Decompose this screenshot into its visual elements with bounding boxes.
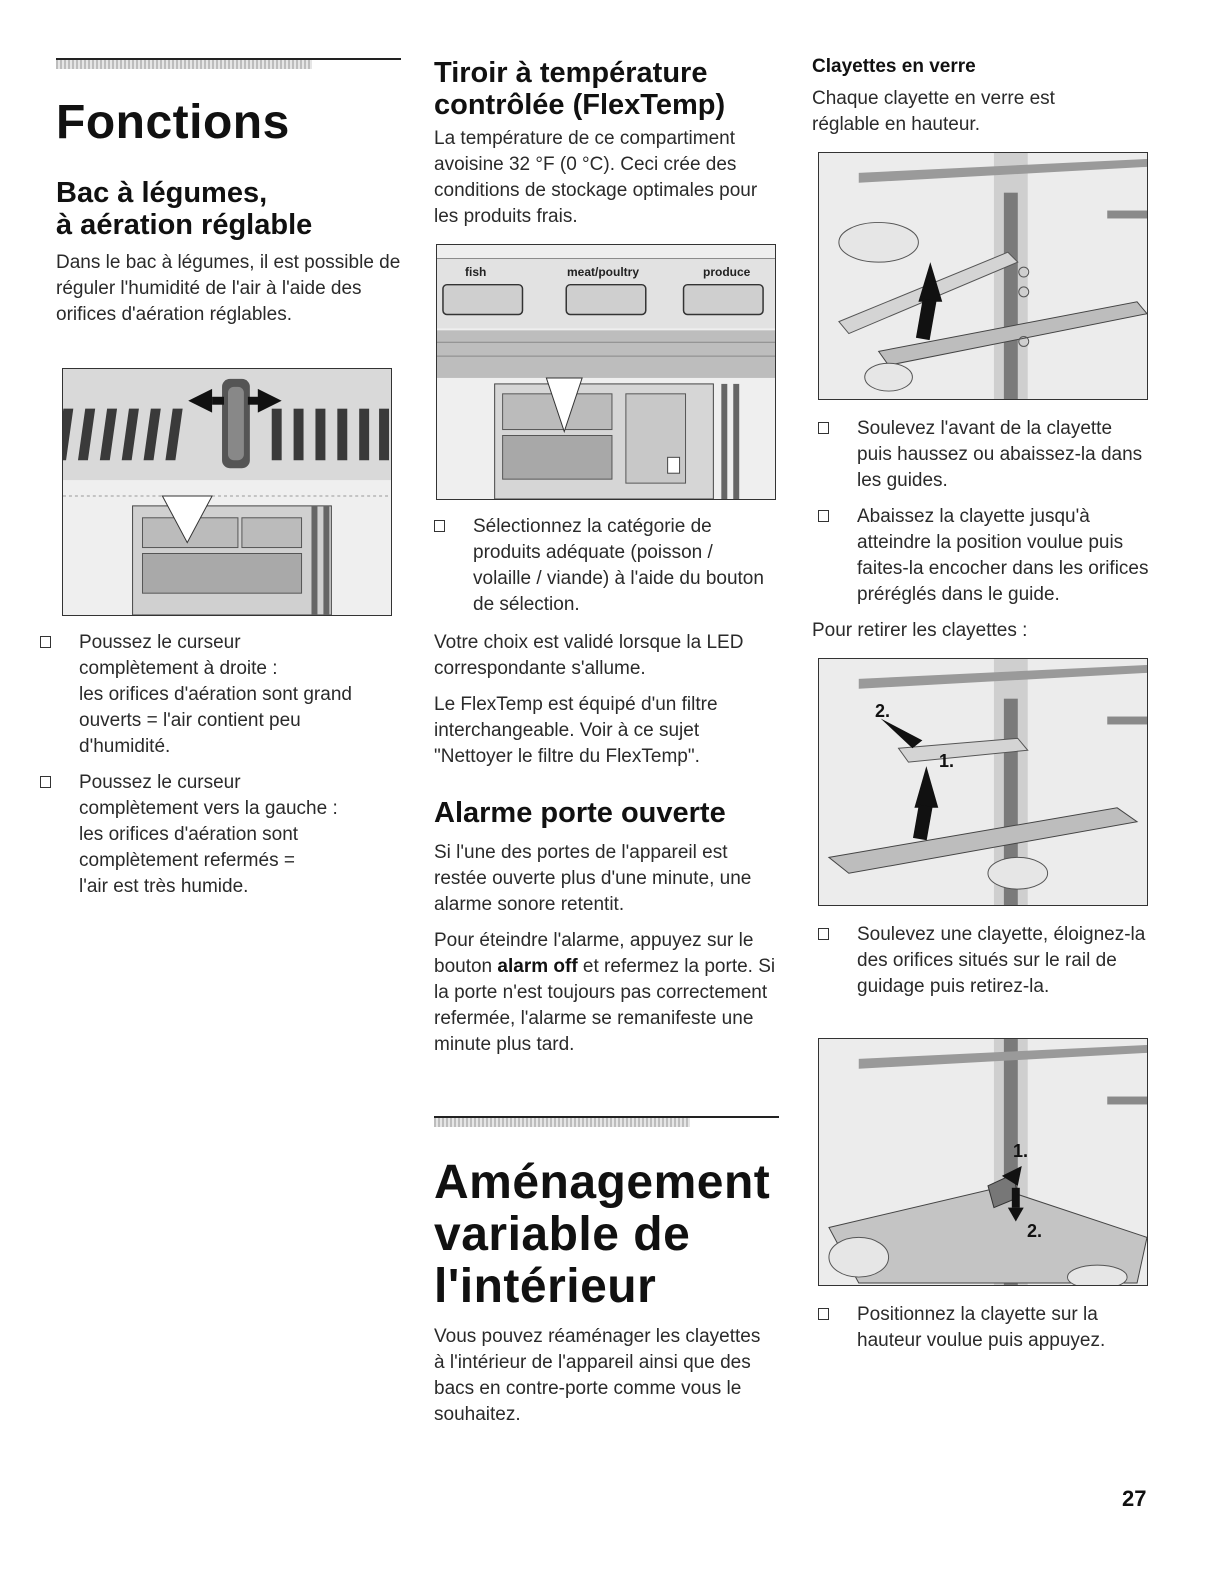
amenagement-title-line2: variable de xyxy=(434,1208,691,1261)
alarm-para2: Pour éteindre l'alarme, appuyez sur le bouton alarm off et refermez la porte. Si la porte n'est toujours pas correctement refermée, l'alarme se remanifeste une minute plus tard. xyxy=(434,930,776,1055)
amenagement-para: Vous pouvez réaménager les clayettes à l'intérieur de l'appareil ainsi que des bacs en contre-porte comme vous le souhaitez. xyxy=(434,1326,761,1425)
shelf-bullet-4: Positionnez la clayette sur la hauteur voulue puis appuyez. xyxy=(818,1302,1148,1354)
section-rule-shade xyxy=(56,60,312,69)
checkbox-icon xyxy=(40,636,51,648)
crisper-figure xyxy=(62,368,392,616)
fig3-label-two: 2. xyxy=(1027,1221,1043,1241)
crisper-bullet-2: Poussez le curseur complètement vers la gauche : les orifices d'aération sont complètement refermés = l'air est très humide. xyxy=(40,770,402,900)
checkbox-icon xyxy=(818,510,829,522)
glass-shelves-intro: Chaque clayette en verre est réglable en hauteur. xyxy=(812,88,1055,135)
shelf-bullet-2: Abaissez la clayette jusqu'à atteindre la position voulue puis faites-la encocher dans les orifices préréglés dans le guide. xyxy=(818,504,1150,608)
flextemp-bullet: Sélectionnez la catégorie de produits adéquate (poisson / volaille / viande) à l'aide du bouton de sélection. xyxy=(434,514,774,618)
bac-intro: Dans le bac à légumes, il est possible de réguler l'humidité de l'air à l'aide des orifices d'aération réglables. xyxy=(56,252,401,325)
alarm-para1: Si l'une des portes de l'appareil est restée ouverte plus d'une minute, une alarme sonore retentit. xyxy=(434,842,752,915)
fig2-label-one: 1. xyxy=(939,751,955,771)
crisper-bullet-1: Poussez le curseur complètement à droite : les orifices d'aération sont grand ouverts = l'air contient peu d'humidité. xyxy=(40,630,402,760)
amenagement-title-line3: l'intérieur xyxy=(434,1260,657,1313)
panel-label-produce: produce xyxy=(703,265,751,279)
glass-shelves-subtitle: Clayettes en verre xyxy=(812,56,976,77)
checkbox-icon xyxy=(434,520,445,532)
flextemp-para2: Le FlexTemp est équipé d'un filtre interchangeable. Voir à ce sujet "Nettoyer le filtre du FlexTemp". xyxy=(434,694,718,767)
flextemp-title-line2: contrôlée (FlexTemp) xyxy=(434,89,726,121)
shelf-bullet-1: Soulevez l'avant de la clayette puis haussez ou abaissez-la dans les guides. xyxy=(818,416,1148,494)
checkbox-icon xyxy=(40,776,51,788)
panel-label-meat: meat/poultry xyxy=(567,265,640,279)
alarm-off-button-name: alarm off xyxy=(497,956,578,977)
flextemp-title-line1: Tiroir à température xyxy=(434,57,708,89)
shelf-figure-position xyxy=(818,1038,1148,1286)
amenagement-title-line1: Aménagement xyxy=(434,1156,771,1209)
checkbox-icon xyxy=(818,1308,829,1320)
flextemp-intro: La température de ce compartiment avoisine 32 °F (0 °C). Ceci crée des conditions de stockage optimales pour les produits frais. xyxy=(434,128,758,227)
checkbox-icon xyxy=(818,422,829,434)
shelf-figure-remove xyxy=(818,658,1148,906)
section-rule-shade xyxy=(434,1118,690,1127)
section-title-line1: Bac à légumes, xyxy=(56,177,268,209)
panel-label-fish: fish xyxy=(465,265,487,279)
remove-intro: Pour retirer les clayettes : xyxy=(812,620,1028,641)
checkbox-icon xyxy=(818,928,829,940)
fig2-label-two: 2. xyxy=(875,701,891,721)
page-number: 27 xyxy=(1122,1486,1147,1511)
shelf-figure-adjust xyxy=(818,152,1148,400)
fig3-label-one: 1. xyxy=(1013,1141,1029,1161)
flextemp-para1: Votre choix est validé lorsque la LED correspondante s'allume. xyxy=(434,632,744,679)
shelf-bullet-3: Soulevez une clayette, éloignez-la des orifices situés sur le rail de guidage puis retirez-la. xyxy=(818,922,1148,1000)
alarm-title: Alarme porte ouverte xyxy=(434,797,726,829)
section-title-line2: à aération réglable xyxy=(56,209,313,241)
flextemp-panel-figure xyxy=(436,244,776,500)
page-title: Fonctions xyxy=(56,96,290,149)
